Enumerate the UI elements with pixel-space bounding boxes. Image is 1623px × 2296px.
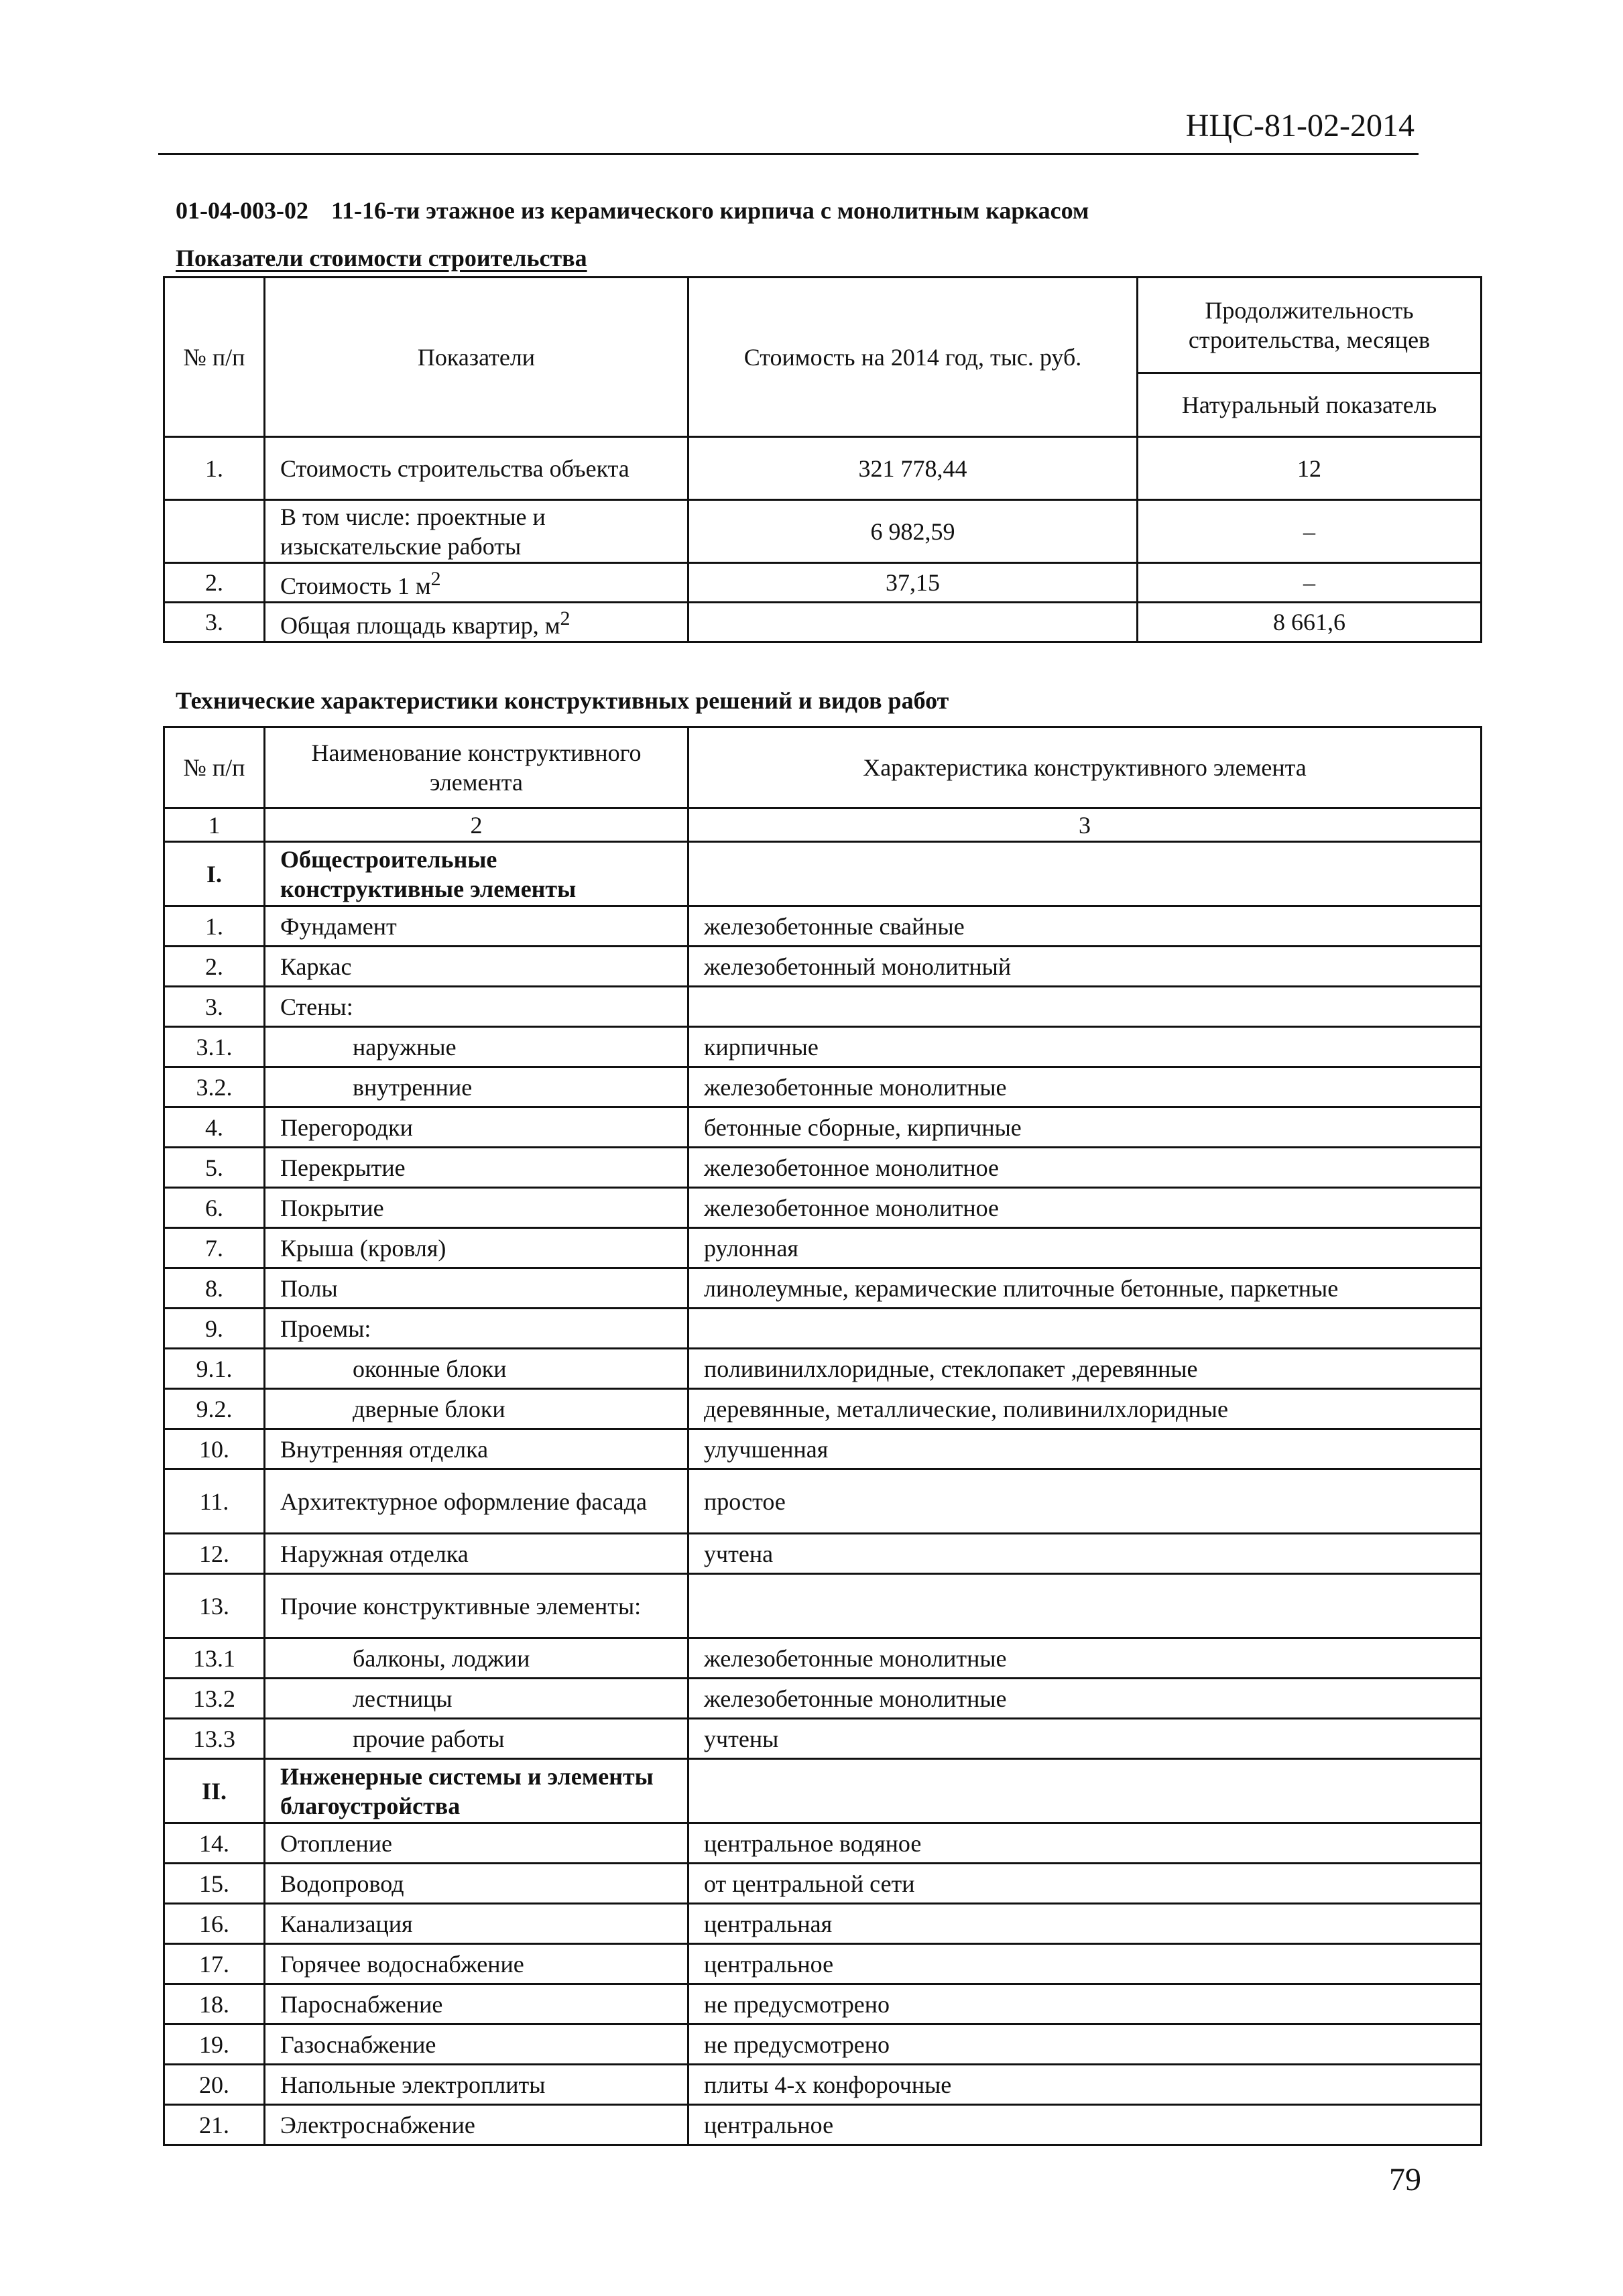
row-characteristic: центральное (688, 1944, 1482, 1984)
row-characteristic: бетонные сборные, кирпичные (688, 1107, 1482, 1148)
row-num: 10. (164, 1429, 265, 1469)
row-characteristic: линолеумные, керамические плиточные бетонные, паркетные (688, 1268, 1482, 1309)
row-num: 2. (164, 947, 265, 987)
row-natural: 8 661,6 (1138, 603, 1482, 642)
table-row (164, 1679, 1482, 1719)
row-characteristic: учтены (688, 1719, 1482, 1759)
row-name: Прочие конструктивные элементы: (265, 1574, 688, 1638)
table-row (164, 1228, 1482, 1268)
row-indicator: В том числе: проектные и изыскательские работы (265, 500, 688, 563)
table-row (164, 1638, 1482, 1679)
table-row (164, 1107, 1482, 1148)
row-num: 13. (164, 1574, 265, 1638)
row-characteristic: центральная (688, 1904, 1482, 1944)
table-row (164, 1904, 1482, 1944)
section-code: 01-04-003-02 (176, 197, 308, 224)
row-num: 3.2. (164, 1067, 265, 1107)
row-name: Инженерные системы и элементы благоустройства (265, 1759, 688, 1823)
table-row (164, 947, 1482, 987)
table-row (164, 603, 1482, 642)
row-characteristic: от центральной сети (688, 1864, 1482, 1904)
row-num: 4. (164, 1107, 265, 1148)
table-row (164, 1984, 1482, 2025)
row-name: прочие работы (265, 1719, 688, 1759)
row-characteristic: плиты 4-х конфорочные (688, 2065, 1482, 2105)
table-row (164, 1188, 1482, 1228)
table-row (164, 1067, 1482, 1107)
row-characteristic: поливинилхлоридные, стеклопакет ,деревянные (688, 1349, 1482, 1389)
row-characteristic: улучшенная (688, 1429, 1482, 1469)
row-characteristic (688, 1574, 1482, 1638)
table-row (164, 2065, 1482, 2105)
table-row (164, 500, 1482, 563)
row-characteristic: железобетонное монолитное (688, 1188, 1482, 1228)
section-row (164, 1759, 1482, 1823)
row-name: Крыша (кровля) (265, 1228, 688, 1268)
row-characteristic (688, 842, 1482, 906)
row-num: 5. (164, 1148, 265, 1188)
row-characteristic (688, 1759, 1482, 1823)
table-row (164, 563, 1482, 603)
table-row (164, 1944, 1482, 1984)
row-name: Напольные электроплиты (265, 2065, 688, 2105)
tech-table-body (164, 842, 1482, 2145)
row-num: I. (164, 842, 265, 906)
row-num: 12. (164, 1534, 265, 1574)
col-number: 2 (265, 808, 688, 842)
tech-table-title: Технические характеристики конструктивных решений и видов работ (176, 687, 949, 714)
row-name: балконы, лоджии (265, 1638, 688, 1679)
row-name: Газоснабжение (265, 2025, 688, 2065)
row-num: 9. (164, 1309, 265, 1349)
row-characteristic: кирпичные (688, 1027, 1482, 1067)
section-heading (176, 196, 1089, 225)
row-indicator (265, 563, 688, 603)
section-row (164, 842, 1482, 906)
row-num: 1. (164, 437, 265, 500)
row-characteristic: железобетонное монолитное (688, 1148, 1482, 1188)
row-num: 13.1 (164, 1638, 265, 1679)
cost-header-row (164, 278, 1482, 373)
table-row (164, 1148, 1482, 1188)
row-name: Перекрытие (265, 1148, 688, 1188)
tech-characteristics-table (163, 726, 1482, 2146)
table-row (164, 1268, 1482, 1309)
row-num (164, 500, 265, 563)
row-name: Общестроительные конструктивные элементы (265, 842, 688, 906)
row-characteristic: железобетонные свайные (688, 906, 1482, 947)
row-cost: 321 778,44 (688, 437, 1138, 500)
row-name: Перегородки (265, 1107, 688, 1148)
col-header-cost: Стоимость на 2014 год, тыс. руб. (688, 278, 1138, 437)
table-row (164, 2025, 1482, 2065)
row-num: 15. (164, 1864, 265, 1904)
document-code: НЦС-81-02-2014 (1185, 108, 1415, 143)
row-num: 7. (164, 1228, 265, 1268)
table-row (164, 1389, 1482, 1429)
table-row (164, 1349, 1482, 1389)
row-num: 20. (164, 2065, 265, 2105)
row-natural: 12 (1138, 437, 1482, 500)
row-characteristic: центральное водяное (688, 1823, 1482, 1864)
row-characteristic: не предусмотрено (688, 2025, 1482, 2065)
indicator-text: Общая площадь квартир, м (280, 612, 560, 639)
row-indicator (265, 603, 688, 642)
row-num: 16. (164, 1904, 265, 1944)
row-num: 9.2. (164, 1389, 265, 1429)
row-name: Покрытие (265, 1188, 688, 1228)
row-name: Отопление (265, 1823, 688, 1864)
table-row (164, 1309, 1482, 1349)
row-name: Электроснабжение (265, 2105, 688, 2145)
row-num: 3. (164, 603, 265, 642)
row-characteristic (688, 1309, 1482, 1349)
row-name: Водопровод (265, 1864, 688, 1904)
row-name: Архитектурное оформление фасада (265, 1469, 688, 1534)
row-characteristic: рулонная (688, 1228, 1482, 1268)
row-name: оконные блоки (265, 1349, 688, 1389)
table-row (164, 1574, 1482, 1638)
row-name: наружные (265, 1027, 688, 1067)
row-num: 13.3 (164, 1719, 265, 1759)
table-row (164, 2105, 1482, 2145)
row-characteristic: простое (688, 1469, 1482, 1534)
row-name: Каркас (265, 947, 688, 987)
col-header-indicator: Показатели (265, 278, 688, 437)
row-name: Наружная отделка (265, 1534, 688, 1574)
col-header-natural: Натуральный показатель (1138, 373, 1482, 437)
cost-indicators-table (163, 276, 1482, 643)
table-row (164, 1823, 1482, 1864)
row-characteristic: железобетонные монолитные (688, 1679, 1482, 1719)
col-header-num: № п/п (164, 278, 265, 437)
row-natural: – (1138, 563, 1482, 603)
section-title: 11-16-ти этажное из керамического кирпича с монолитным каркасом (330, 197, 1089, 224)
tech-header-row (164, 727, 1482, 808)
row-num: 3.1. (164, 1027, 265, 1067)
row-name: Стены: (265, 987, 688, 1027)
row-num: 17. (164, 1944, 265, 1984)
row-num: 6. (164, 1188, 265, 1228)
row-cost: 6 982,59 (688, 500, 1138, 563)
row-cost (688, 603, 1138, 642)
row-characteristic (688, 987, 1482, 1027)
table-row (164, 1864, 1482, 1904)
table-row (164, 1534, 1482, 1574)
row-characteristic: железобетонные монолитные (688, 1638, 1482, 1679)
indicator-text: Стоимость 1 м (280, 572, 431, 599)
col-header-num: № п/п (164, 727, 265, 808)
row-num: 11. (164, 1469, 265, 1534)
row-num: II. (164, 1759, 265, 1823)
col-number: 3 (688, 808, 1482, 842)
row-name: Проемы: (265, 1309, 688, 1349)
table-row (164, 437, 1482, 500)
row-num: 14. (164, 1823, 265, 1864)
row-name: Внутренняя отделка (265, 1429, 688, 1469)
row-characteristic: деревянные, металлические, поливинилхлоридные (688, 1389, 1482, 1429)
row-num: 21. (164, 2105, 265, 2145)
unit-superscript: 2 (430, 568, 441, 590)
unit-superscript: 2 (560, 607, 570, 629)
row-cost: 37,15 (688, 563, 1138, 603)
col-header-name: Наименование конструктивного элемента (265, 727, 688, 808)
row-num: 1. (164, 906, 265, 947)
row-indicator: Стоимость строительства объекта (265, 437, 688, 500)
row-name: Полы (265, 1268, 688, 1309)
row-natural: – (1138, 500, 1482, 563)
header-rule (158, 153, 1419, 155)
page-number: 79 (1389, 2162, 1421, 2197)
row-num: 3. (164, 987, 265, 1027)
table-row (164, 1027, 1482, 1067)
row-name: Горячее водоснабжение (265, 1944, 688, 1984)
row-characteristic: железобетонные монолитные (688, 1067, 1482, 1107)
row-name: Пароснабжение (265, 1984, 688, 2025)
column-number-row (164, 808, 1482, 842)
table-row (164, 906, 1482, 947)
row-num: 9.1. (164, 1349, 265, 1389)
row-name: лестницы (265, 1679, 688, 1719)
row-name: дверные блоки (265, 1389, 688, 1429)
cost-table-title: Показатели стоимости строительства (176, 245, 587, 271)
row-name: Фундамент (265, 906, 688, 947)
table-row (164, 1469, 1482, 1534)
table-row (164, 987, 1482, 1027)
row-characteristic: железобетонный монолитный (688, 947, 1482, 987)
row-characteristic: центральное (688, 2105, 1482, 2145)
col-header-duration: Продолжительность строительства, месяцев (1138, 278, 1482, 373)
row-characteristic: учтена (688, 1534, 1482, 1574)
row-num: 13.2 (164, 1679, 265, 1719)
col-header-characteristic: Характеристика конструктивного элемента (688, 727, 1482, 808)
row-num: 19. (164, 2025, 265, 2065)
row-name: Канализация (265, 1904, 688, 1944)
row-num: 2. (164, 563, 265, 603)
row-characteristic: не предусмотрено (688, 1984, 1482, 2025)
col-number: 1 (164, 808, 265, 842)
row-num: 8. (164, 1268, 265, 1309)
row-name: внутренние (265, 1067, 688, 1107)
row-num: 18. (164, 1984, 265, 2025)
table-row (164, 1429, 1482, 1469)
table-row (164, 1719, 1482, 1759)
